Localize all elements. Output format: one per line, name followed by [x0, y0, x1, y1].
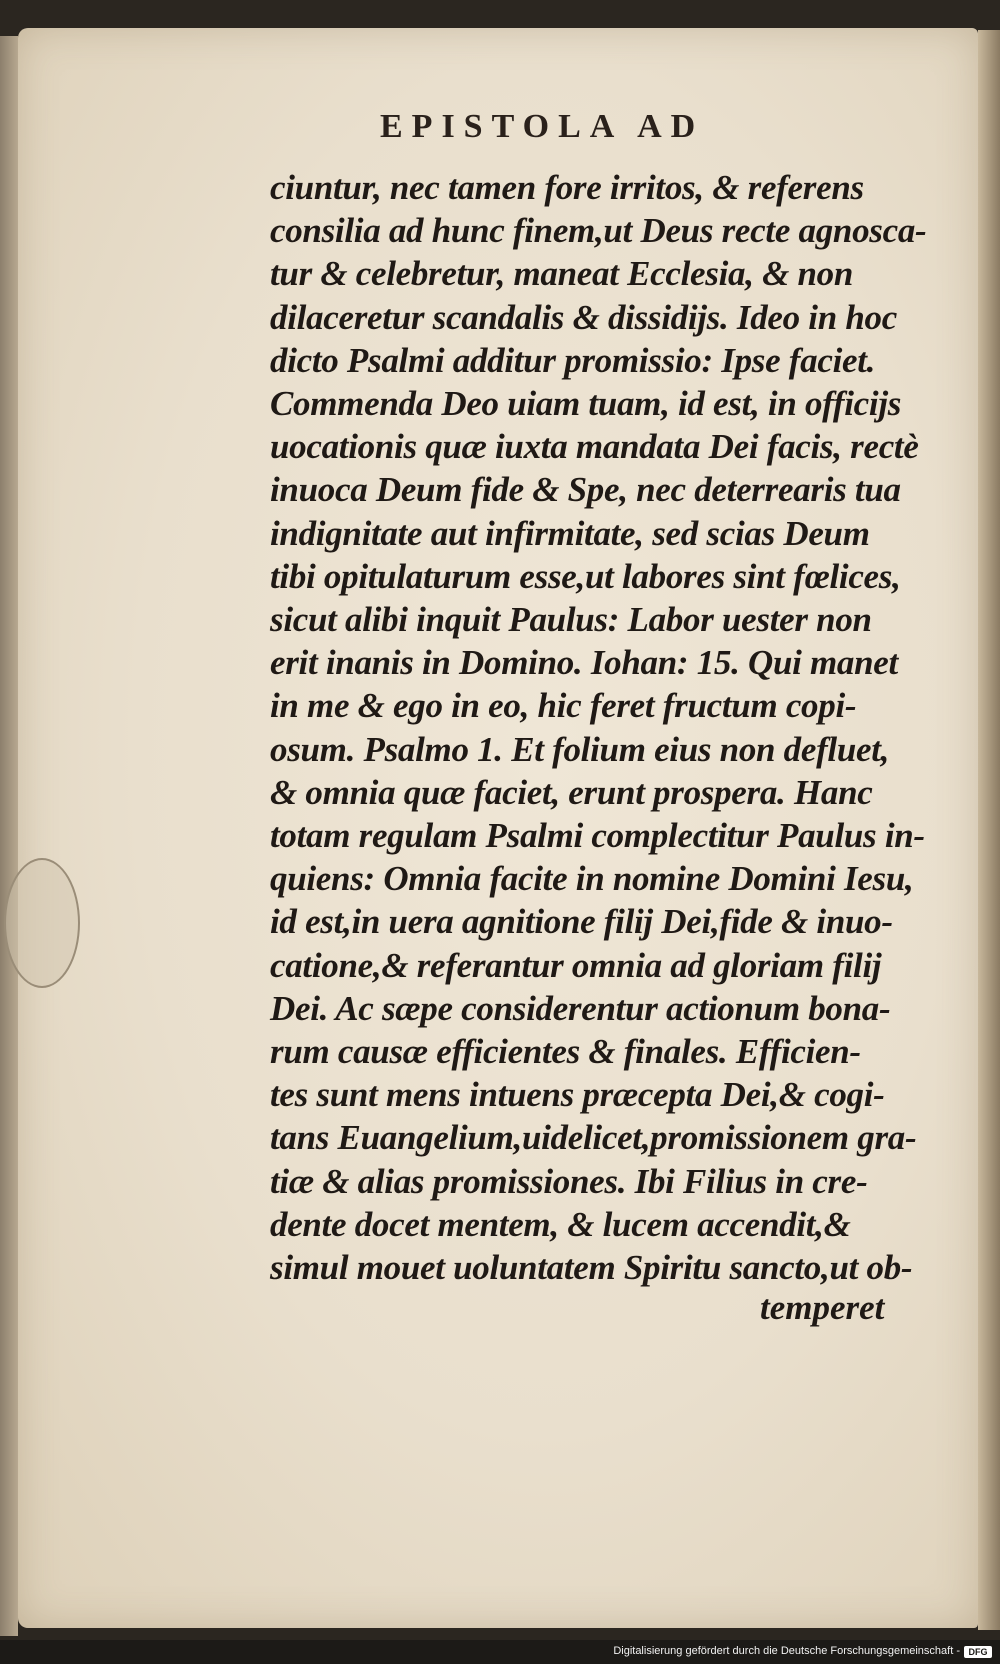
body-text [270, 166, 927, 1289]
text-line: tur & celebretur, maneat Ecclesia, & non [270, 254, 854, 294]
text-line: Dei. Ac sæpe considerentur actionum bona- [270, 988, 891, 1028]
running-head: EPISTOLA AD [380, 108, 705, 145]
book-spine-edge [0, 36, 18, 1636]
text-line: osum. Psalmo 1. Et folium eius non defluet, [270, 729, 890, 769]
text-line: tans Euangelium,uidelicet,promissionem gra- [270, 1118, 917, 1158]
text-line: rum causæ efficientes & finales. Efficien- [270, 1032, 861, 1072]
text-line: tibi opitulaturum esse,ut labores sint fœlices, [270, 556, 901, 596]
text-line: totam regulam Psalmi complectitur Paulus in- [270, 816, 925, 856]
text-line: tes sunt mens intuens præcepta Dei,& cogi- [270, 1075, 885, 1115]
text-line: indignitate aut infirmitate, sed scias Deum [270, 513, 870, 553]
text-line: Commenda Deo uiam tuam, id est, in officijs [270, 384, 902, 424]
dfg-logo: DFG [964, 1646, 992, 1658]
text-line: consilia ad hunc finem,ut Deus recte agnosca- [270, 211, 927, 251]
clasp-shape [4, 858, 80, 988]
text-line: uocationis quæ iuxta mandata Dei facis, rectè [270, 427, 919, 467]
text-line: sicut alibi inquit Paulus: Labor uester non [270, 600, 872, 640]
funding-credit: Digitalisierung gefördert durch die Deutsche Forschungsgemeinschaft - [613, 1645, 960, 1657]
text-line: ciuntur, nec tamen fore irritos, & referens [270, 168, 864, 207]
text-line: tiæ & alias promissiones. Ibi Filius in cre- [270, 1161, 868, 1201]
text-line: erit inanis in Domino. Iohan: 15. Qui manet [270, 643, 898, 683]
text-line: dilaceretur scandalis & dissidijs. Ideo in hoc [270, 297, 897, 337]
page-fore-edge [978, 30, 1000, 1630]
text-line: & omnia quæ faciet, erunt prospera. Hanc [270, 772, 873, 812]
text-line: inuoca Deum fide & Spe, nec deterrearis tua [270, 470, 901, 510]
text-line: id est,in uera agnitione filij Dei,fide & inuo- [270, 902, 893, 942]
catchword: temperet [760, 1288, 885, 1327]
text-line: catione,& referantur omnia ad gloriam filij [270, 945, 882, 985]
text-line: dente docet mentem, & lucem accendit,& [270, 1204, 851, 1244]
text-line: quiens: Omnia facite in nomine Domini Iesu, [270, 859, 914, 899]
text-line: simul mouet uoluntatem Spiritu sancto,ut ob- [270, 1248, 913, 1288]
text-line: in me & ego in eo, hic feret fructum copi- [270, 686, 857, 726]
text-line: dicto Psalmi additur promissio: Ipse faciet. [270, 340, 876, 380]
